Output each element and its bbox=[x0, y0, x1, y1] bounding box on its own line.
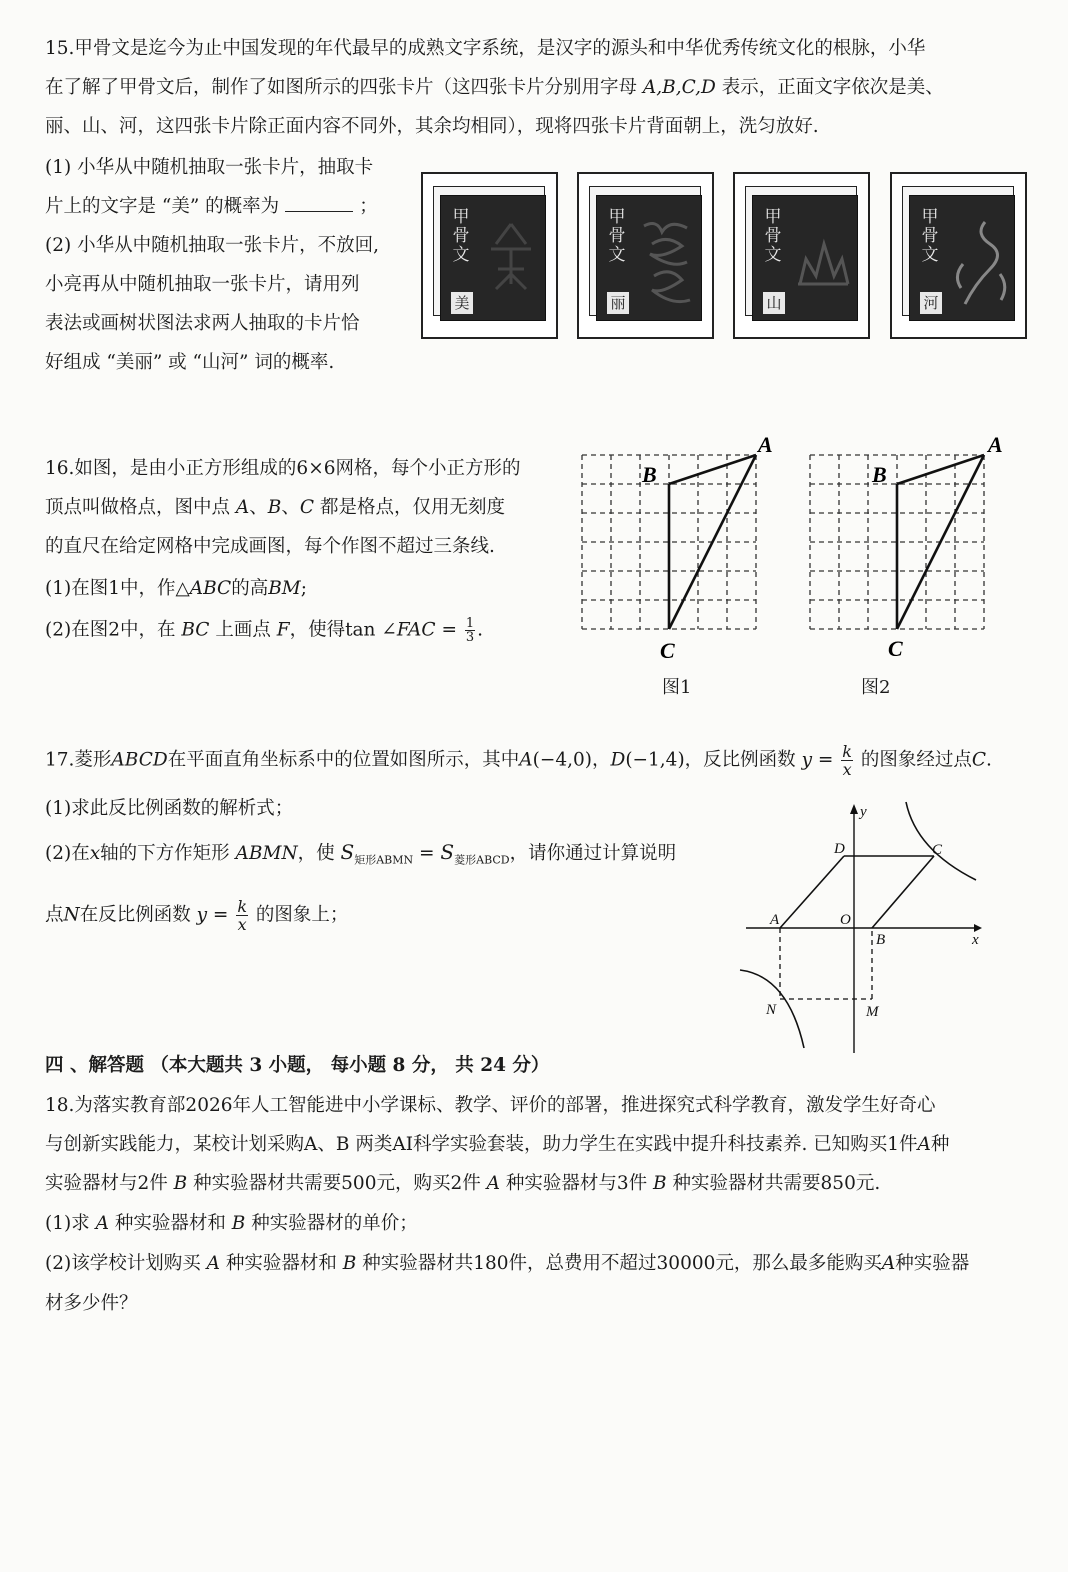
point-label-n: N bbox=[766, 1002, 777, 1018]
q18-line1: 18.为落实教育部2026年人工智能进中小学课标、教学、评价的部署，推进探究式科学教育，激发学生好奇心 bbox=[45, 1095, 936, 1116]
card-char: 河 bbox=[920, 292, 942, 314]
point-label-c: C bbox=[888, 636, 903, 661]
card-char: 山 bbox=[763, 292, 785, 314]
card-title: 甲骨文 bbox=[452, 207, 470, 265]
axis-label-y: y bbox=[860, 804, 867, 820]
grid-figure-2 bbox=[798, 430, 1018, 670]
q16-line3: 的直尺在给定网格中完成画图，每个作图不超过三条线. bbox=[45, 536, 495, 557]
y-axis-arrow-icon bbox=[850, 804, 858, 814]
oracle-glyph-mei-icon bbox=[476, 214, 546, 314]
figure-2-caption: 图2 bbox=[861, 677, 891, 698]
q15-line3: 丽、山、河，这四张卡片除正面内容不同外，其余均相同），现将四张卡片背面朝上，洗匀放好. bbox=[45, 116, 819, 137]
point-label-b: B bbox=[642, 462, 657, 487]
fraction-k-over-x: $\frac{k}{x}$ bbox=[237, 897, 248, 934]
point-label-m: M bbox=[866, 1004, 879, 1020]
q15-part2-a: (2) 小华从中随机抽取一张卡片，不放回, bbox=[45, 235, 379, 256]
q17-line1: 17.菱形ABCD在平面直角坐标系中的位置如图所示，其中A(−4,0)，D(−1,4)，反比例函数 y = $\frac{k}{x}$ 的图象经过点C. bbox=[45, 742, 992, 779]
q16-line2: 顶点叫做格点，图中点 A、B、C 都是格点，仅用无刻度 bbox=[45, 497, 505, 518]
figure-1-caption: 图1 bbox=[662, 677, 692, 698]
card-li bbox=[577, 172, 712, 337]
card-char: 美 bbox=[451, 292, 473, 314]
point-label-a: A bbox=[758, 432, 773, 457]
fraction-k-over-x: $\frac{k}{x}$ bbox=[842, 742, 852, 779]
answer-blank bbox=[285, 195, 353, 212]
oracle-glyph-he-icon bbox=[945, 214, 1015, 314]
q15-part2-b: 小亮再从中随机抽取一张卡片，请用列 bbox=[45, 274, 360, 295]
coordinate-figure bbox=[738, 798, 988, 1058]
point-label-b: B bbox=[876, 932, 886, 948]
point-label-d: D bbox=[834, 841, 845, 857]
q18-line2: 与创新实践能力，某校计划采购A、B 两类AI科学实验套装，助力学生在实践中提升科技素养. 已知购买1件A种 bbox=[45, 1134, 950, 1155]
grid-figure-1 bbox=[570, 430, 790, 670]
axis-label-x: x bbox=[972, 932, 979, 948]
q15-part1-a: (1) 小华从中随机抽取一张卡片，抽取卡 bbox=[45, 157, 374, 178]
card-shan bbox=[733, 172, 868, 337]
point-label-a: A bbox=[770, 912, 780, 928]
q18-part2-cont: 材多少件？ bbox=[45, 1293, 138, 1314]
q15-part1-b: 片上的文字是 “美” 的概率为 ； bbox=[45, 196, 378, 217]
q15-line1: 15.甲骨文是迄今为止中国发现的年代最早的成熟文字系统，是汉字的源头和中华优秀传统文化的根脉，小华 bbox=[45, 38, 926, 59]
card-title: 甲骨文 bbox=[764, 207, 782, 265]
point-label-b: B bbox=[872, 462, 887, 487]
card-he bbox=[890, 172, 1025, 337]
q17-part2-cont: 点N在反比例函数 y = $\frac{k}{x}$ 的图象上； bbox=[45, 897, 349, 934]
section-4-heading: 四 、解答题 （本大题共 3 小题， 每小题 8 分， 共 24 分） bbox=[45, 1055, 550, 1076]
point-label-a: A bbox=[988, 432, 1003, 457]
card-title: 甲骨文 bbox=[608, 207, 626, 265]
oracle-glyph-li-icon bbox=[632, 214, 702, 314]
q15-part2-d: 好组成 “美丽” 或 “山河” 词的概率. bbox=[45, 352, 335, 373]
q17-part2: (2)在x轴的下方作矩形 ABMN，使 $S_{矩形ABMN} = S_{菱形ABCD}$，请你通过计算说明 bbox=[45, 840, 677, 867]
q17-part1: (1)求此反比例函数的解析式； bbox=[45, 798, 294, 819]
q18-line3: 实验器材与2件 B 种实验器材共需要500元，购买2件 A 种实验器材与3件 B 种实验器材共需要850元. bbox=[45, 1173, 881, 1194]
x-axis-arrow-icon bbox=[974, 924, 982, 932]
point-label-c: C bbox=[660, 638, 675, 663]
q18-part1: (1)求 A 种实验器材和 B 种实验器材的单价； bbox=[45, 1213, 418, 1234]
card-title: 甲骨文 bbox=[921, 207, 939, 265]
point-label-c: C bbox=[932, 842, 943, 858]
card-char: 丽 bbox=[607, 292, 629, 314]
origin-label-o: O bbox=[840, 912, 851, 928]
q18-part2: (2)该学校计划购买 A 种实验器材和 B 种实验器材共180件，总费用不超过30000元，那么最多能购买A种实验器 bbox=[45, 1253, 970, 1274]
q16-part1: (1)在图1中，作△ABC的高BM; bbox=[45, 578, 307, 599]
oracle-glyph-shan-icon bbox=[788, 214, 858, 314]
q16-part2: (2)在图2中，在 BC 上画点 F，使得tan ∠FAC = $\frac{1}{3}$ . bbox=[45, 616, 484, 645]
q16-line1: 16.如图，是由小正方形组成的6×6网格，每个小正方形的 bbox=[45, 458, 521, 479]
q15-line2: 在了解了甲骨文后，制作了如图所示的四张卡片（这四张卡片分别用字母 A,B,C,D 表示，正面文字依次是美、 bbox=[45, 77, 944, 98]
fraction-one-third: $\frac{1}{3}$ bbox=[465, 616, 475, 645]
q15-part2-c: 表法或画树状图法求两人抽取的卡片恰 bbox=[45, 313, 360, 334]
card-mei bbox=[421, 172, 556, 337]
